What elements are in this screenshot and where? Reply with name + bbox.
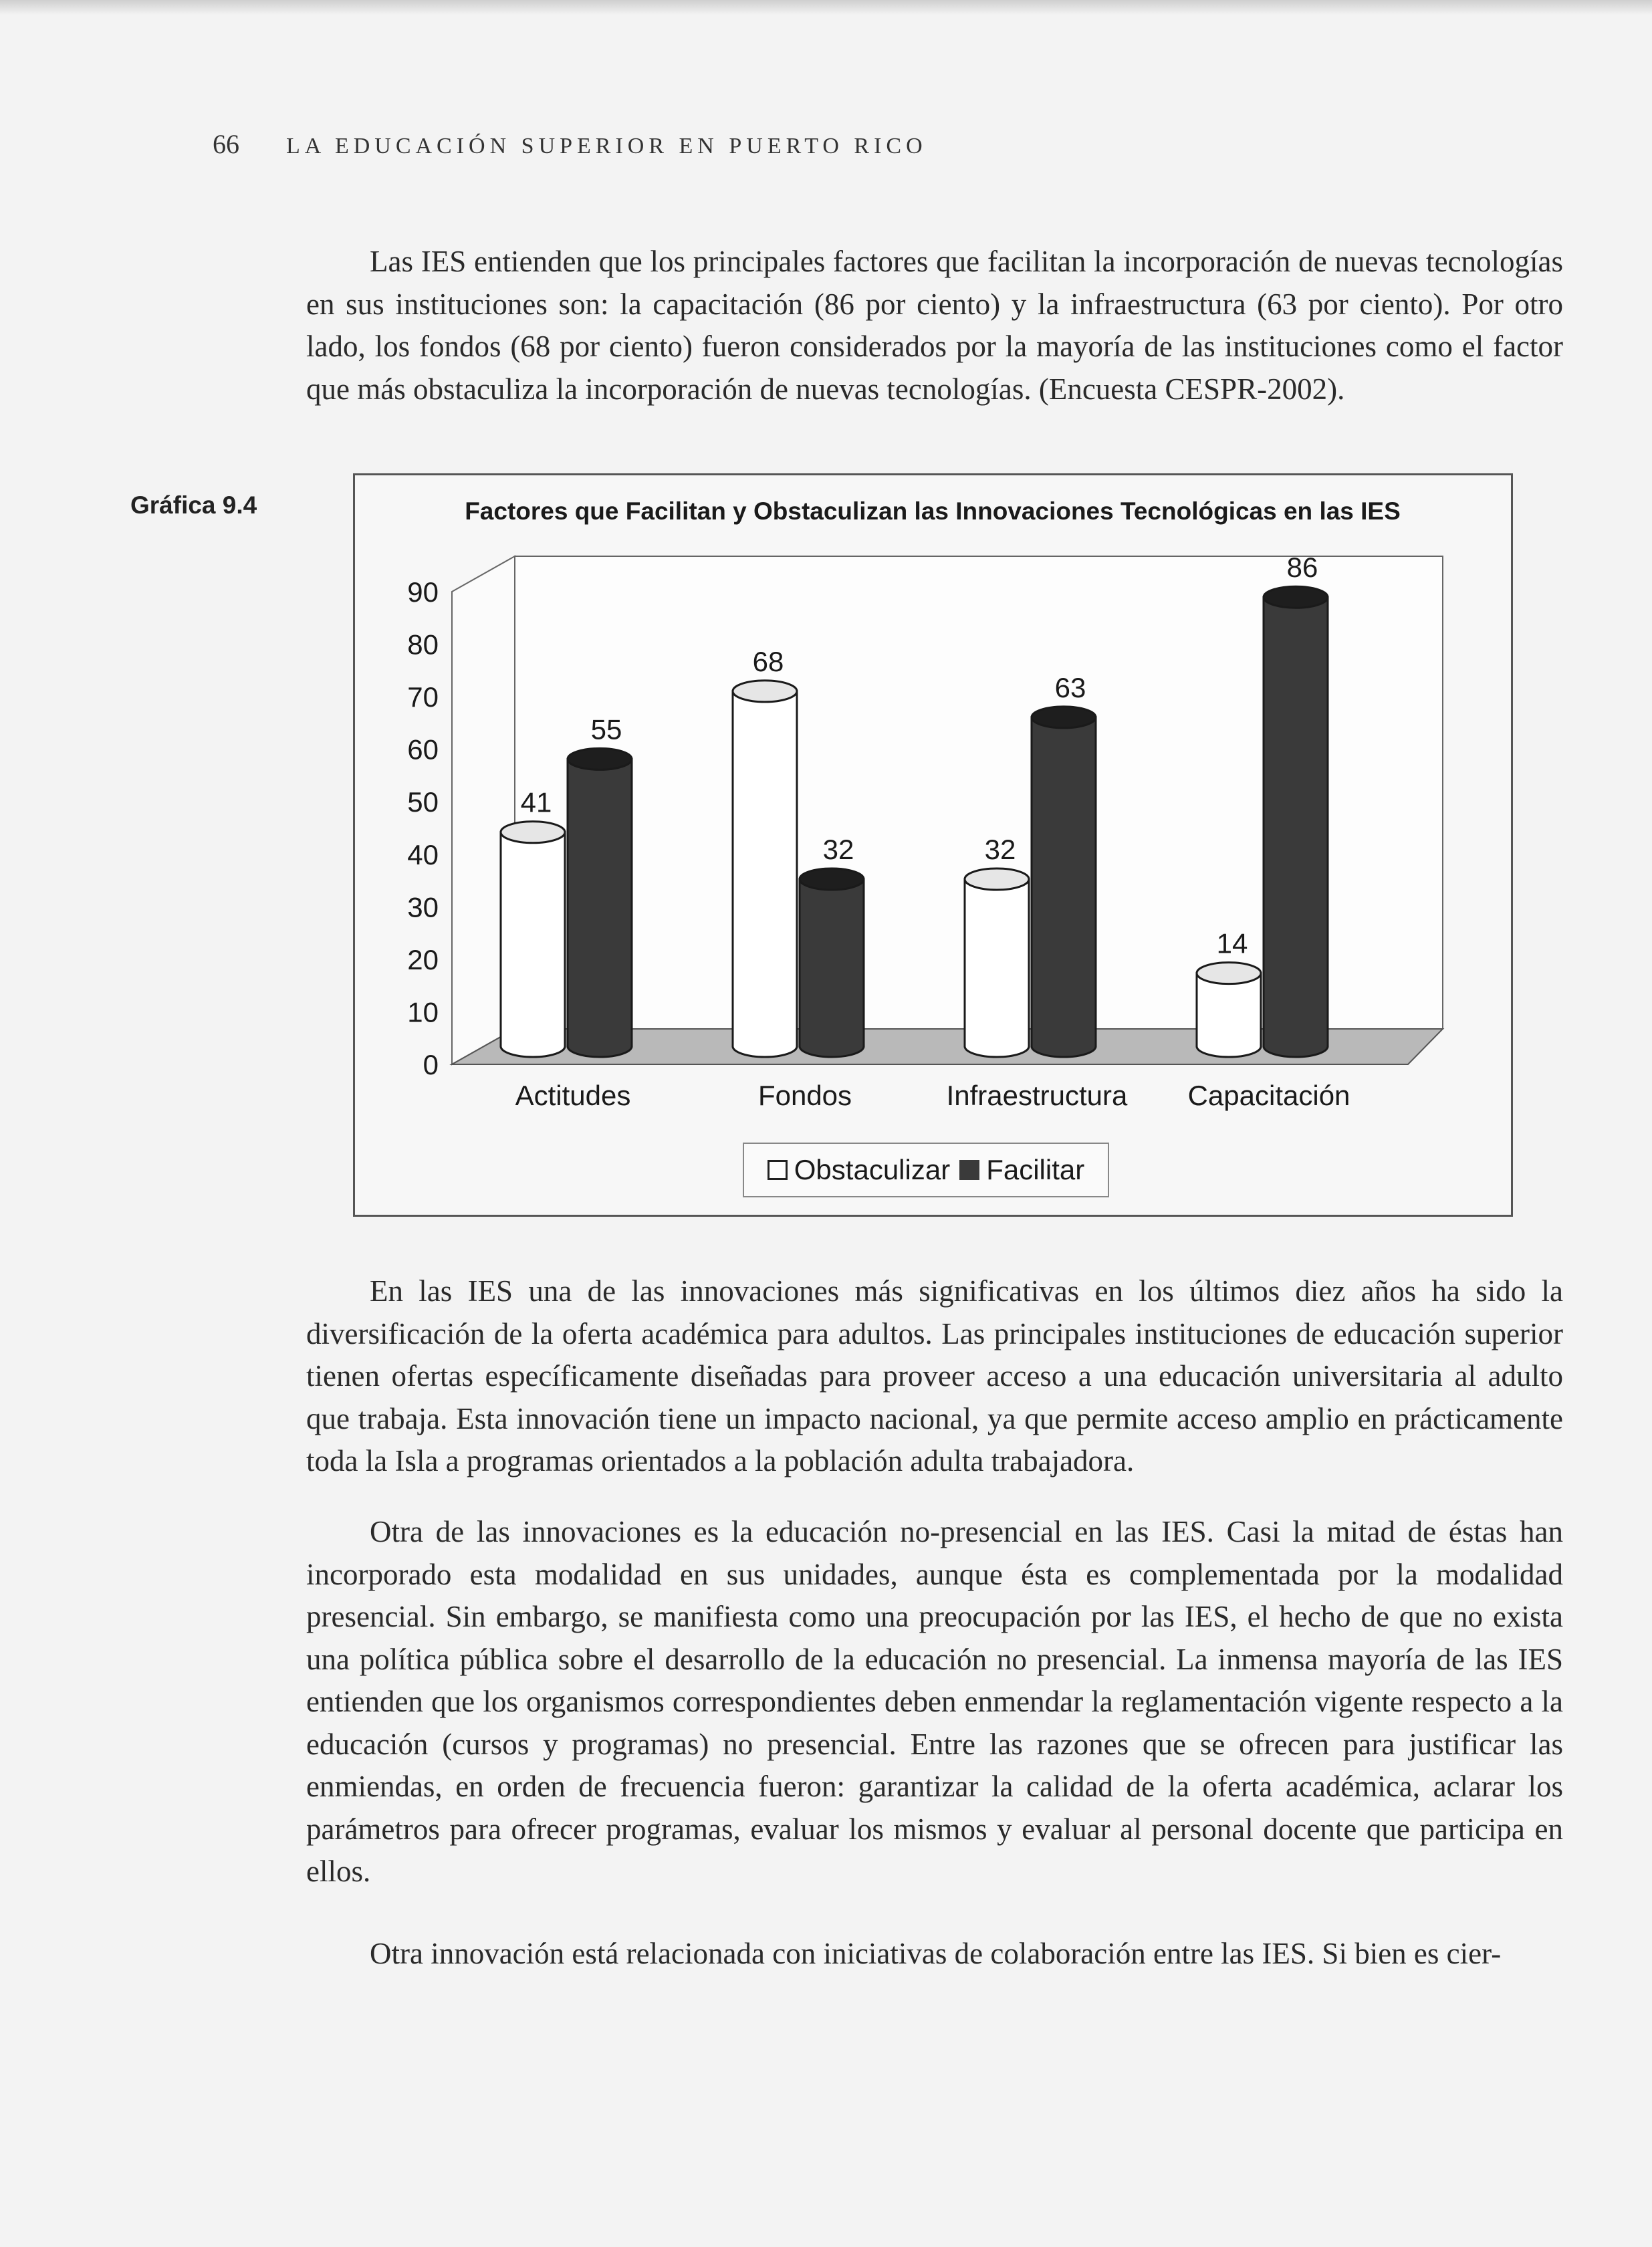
bar-top-obstaculizar-capacitación (1197, 963, 1261, 984)
bar-top-facilitar-capacitación (1264, 586, 1328, 608)
paragraph-3: Otra de las innovaciones es la educación no-presencial en las IES. Casi la mitad de éstas han incorporado esta modalidad en sus unidades, aunque ésta es complementada por la modalidad presencial. Sin embargo, se manifiesta como una preocupación por las IES, el hecho de que no exista una política pública sobre el desarrollo de la educación no presencial. La inmensa mayoría de las IES entienden que los organismos correspondientes deben enmendar la reglamentación vigente respecto a la educación (cursos y programas) no presencial. Entre las razones que se ofrecen para justificar las enmiendas, en orden de frecuencia fueron: garantizar la calidad de la oferta académica, aclarar los parámetros para ofrecer programas, evaluar los mismos y evaluar al personal docente que participa en ellos. (306, 1515, 1563, 1888)
paragraph-4: Otra innovación está relacionada con iniciativas de colaboración entre las IES. Si bien es cier- (370, 1937, 1502, 1970)
bar-base-fill-obstaculizar-infraestructura (966, 1033, 1028, 1046)
data-label-obstaculizar-actitudes: 41 (520, 786, 552, 818)
chart-title: Factores que Facilitan y Obstaculizan las Innovaciones Tecnológicas en las IES (465, 497, 1401, 525)
bar-base-fill-facilitar-infraestructura (1033, 1033, 1095, 1046)
data-label-facilitar-fondos: 32 (822, 834, 854, 866)
chart-legend (743, 1143, 1109, 1197)
bar-base-fill-obstaculizar-capacitación (1198, 1033, 1260, 1046)
bar-obstaculizar-infraestructura (965, 879, 1029, 1046)
y-tick-label: 0 (423, 1049, 439, 1080)
bar-base-fill-obstaculizar-fondos (734, 1033, 796, 1046)
bar-facilitar-capacitación (1264, 597, 1328, 1046)
data-label-facilitar-actitudes: 55 (590, 713, 622, 745)
y-tick-label: 50 (407, 786, 439, 818)
paragraph-1: Las IES entienden que los principales factores que facilitan la incorporación de nuevas tecnologías en sus instituciones son: la capacitación (86 por ciento) y la infraestructura (63 por ciento). Por otro lado, los fondos (68 por ciento) fueron considerados por la mayoría de las instituciones como el factor que más obstaculiza la incorporación de nuevas tecnologías. (Encuesta CESPR-2002). (306, 245, 1563, 406)
legend-swatch-obstaculizar (768, 1160, 788, 1180)
y-tick-label: 80 (407, 628, 439, 661)
bar-facilitar-actitudes (568, 759, 632, 1046)
running-title: LA EDUCACIÓN SUPERIOR EN PUERTO RICO (286, 134, 927, 158)
running-header (213, 128, 927, 160)
data-label-obstaculizar-infraestructura: 32 (984, 834, 1016, 866)
bar-facilitar-fondos (800, 879, 864, 1046)
y-tick-label: 70 (407, 681, 439, 713)
bar-base-fill-obstaculizar-actitudes (502, 1033, 564, 1046)
bar-top-obstaculizar-infraestructura (965, 868, 1029, 890)
legend-label-obstaculizar: Obstaculizar (794, 1154, 951, 1185)
y-tick-label: 30 (407, 891, 439, 923)
y-tick-label: 20 (407, 943, 439, 975)
chart-figure (353, 473, 1513, 1217)
x-tick-label: Actitudes (515, 1080, 631, 1111)
data-label-facilitar-capacitación: 86 (1286, 552, 1318, 584)
bar-top-obstaculizar-fondos (733, 681, 797, 702)
x-tick-label: Capacitación (1187, 1080, 1350, 1111)
page-number: 66 (213, 129, 239, 159)
paragraph-2: En las IES una de las innovaciones más significativas en los últimos diez años ha sido la diversificación de la oferta académica para adultos. Las principales instituciones de educación superior tienen ofertas específicamente diseñadas para proveer acceso a una educación universitaria al adulto que trabaja. Esta innovación tiene un impacto nacional, ya que permite acceso amplio en prácticamente toda la Isla a programas orientados a la población adulta trabajadora. (306, 1274, 1563, 1477)
bar-facilitar-infraestructura (1032, 717, 1096, 1046)
data-label-obstaculizar-capacitación: 14 (1216, 927, 1248, 959)
y-tick-label: 10 (407, 996, 439, 1028)
bar-obstaculizar-actitudes (501, 832, 565, 1046)
bar-obstaculizar-fondos (733, 691, 797, 1046)
page-top-edge (0, 0, 1652, 15)
bar-top-obstaculizar-actitudes (501, 822, 565, 843)
figure-label: Gráfica 9.4 (130, 491, 257, 519)
chart-canvas (355, 475, 1511, 1215)
x-tick-label: Infraestructura (946, 1080, 1128, 1111)
y-tick-label: 90 (407, 576, 439, 608)
data-label-obstaculizar-fondos: 68 (752, 645, 784, 677)
y-tick-label: 60 (407, 733, 439, 765)
bar-base-fill-facilitar-fondos (801, 1033, 863, 1046)
x-tick-label: Fondos (757, 1080, 852, 1111)
bar-top-facilitar-actitudes (568, 748, 632, 770)
legend-swatch-facilitar (959, 1160, 979, 1180)
y-tick-label: 40 (407, 838, 439, 870)
data-label-facilitar-infraestructura: 63 (1054, 671, 1086, 703)
legend-label-facilitar: Facilitar (986, 1154, 1085, 1185)
bar-top-facilitar-fondos (800, 868, 864, 890)
bar-base-fill-facilitar-capacitación (1265, 1033, 1327, 1046)
bar-base-fill-facilitar-actitudes (569, 1033, 631, 1046)
bar-top-facilitar-infraestructura (1032, 707, 1096, 728)
